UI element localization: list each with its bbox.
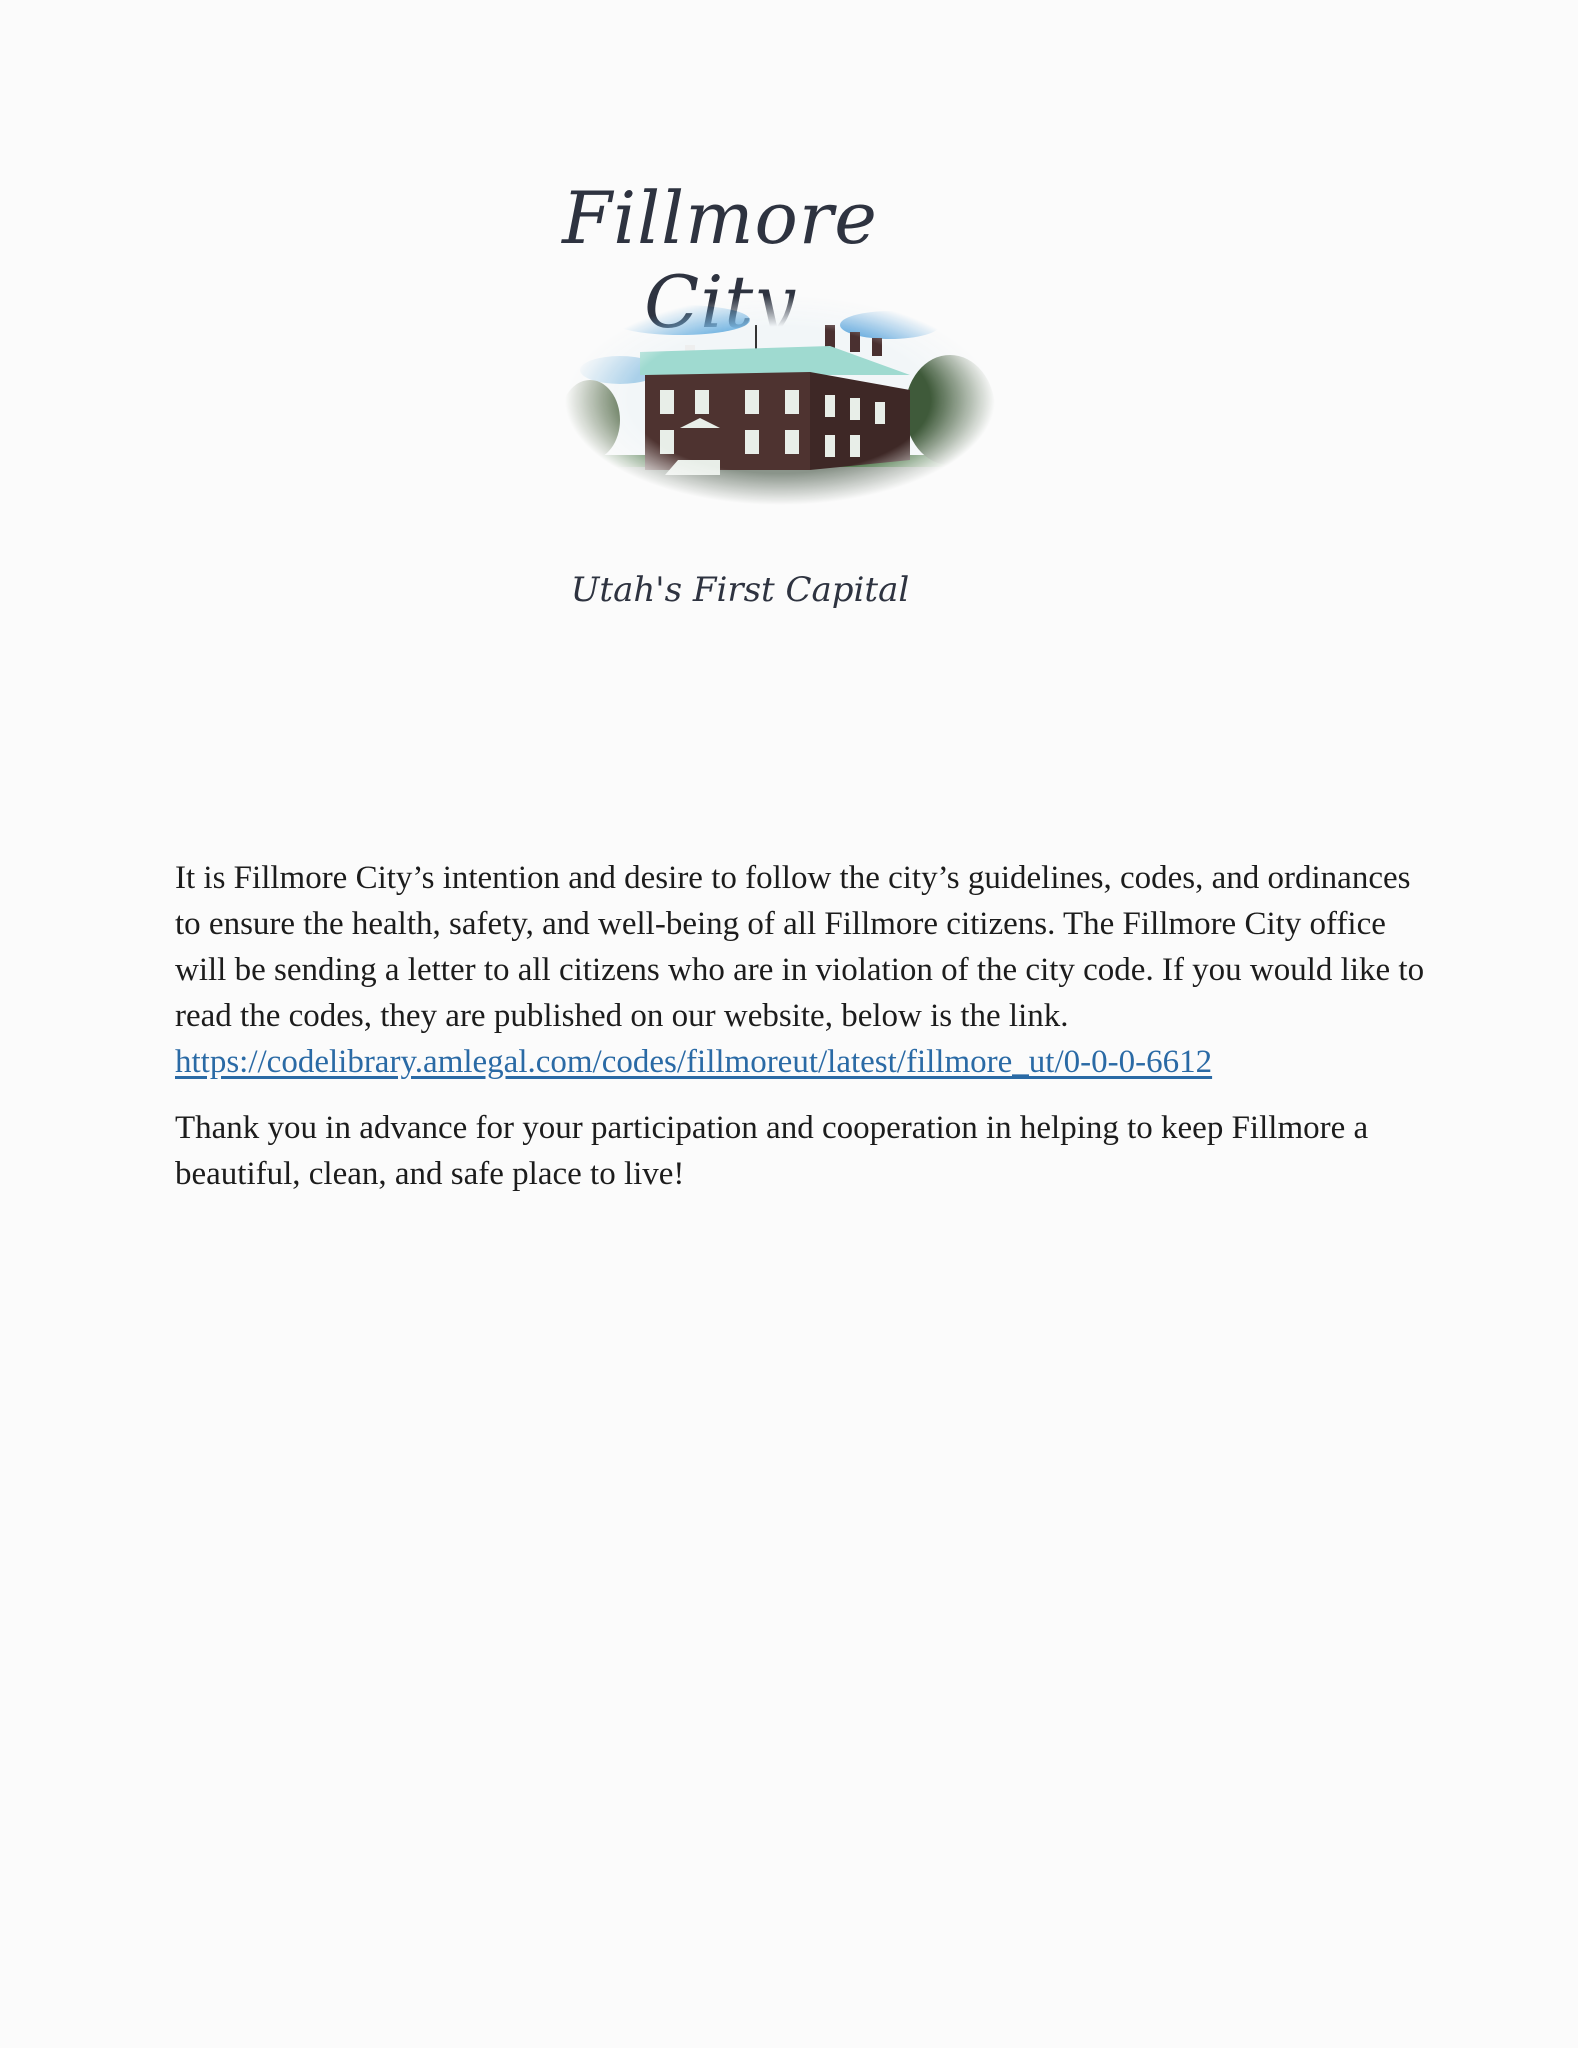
letterhead-tagline: Utah's First Capital: [570, 570, 910, 610]
letterhead-title: Fillmore: [562, 176, 878, 260]
statehouse-logo-image: [560, 280, 1000, 520]
intro-paragraph: It is Fillmore City’s intention and desire to follow the city’s guidelines, codes, and ordinances to ensure the health, safety, and well-being of all Fillmore citizens. The Fillmore City office will be sending a letter to all citizens who are in violation of the city code. If you would like to read the codes, they are published on our website, below is the link.: [175, 860, 1425, 1034]
thank-you-paragraph: Thank you in advance for your participation and cooperation in helping to keep Fillmore a beautiful, clean, and safe place to live!: [175, 1110, 1369, 1192]
city-code-link[interactable]: https://codelibrary.amlegal.com/codes/fillmoreut/latest/fillmore_ut/0-0-0-6612: [175, 1044, 1213, 1080]
letter-body: [175, 855, 1435, 1197]
